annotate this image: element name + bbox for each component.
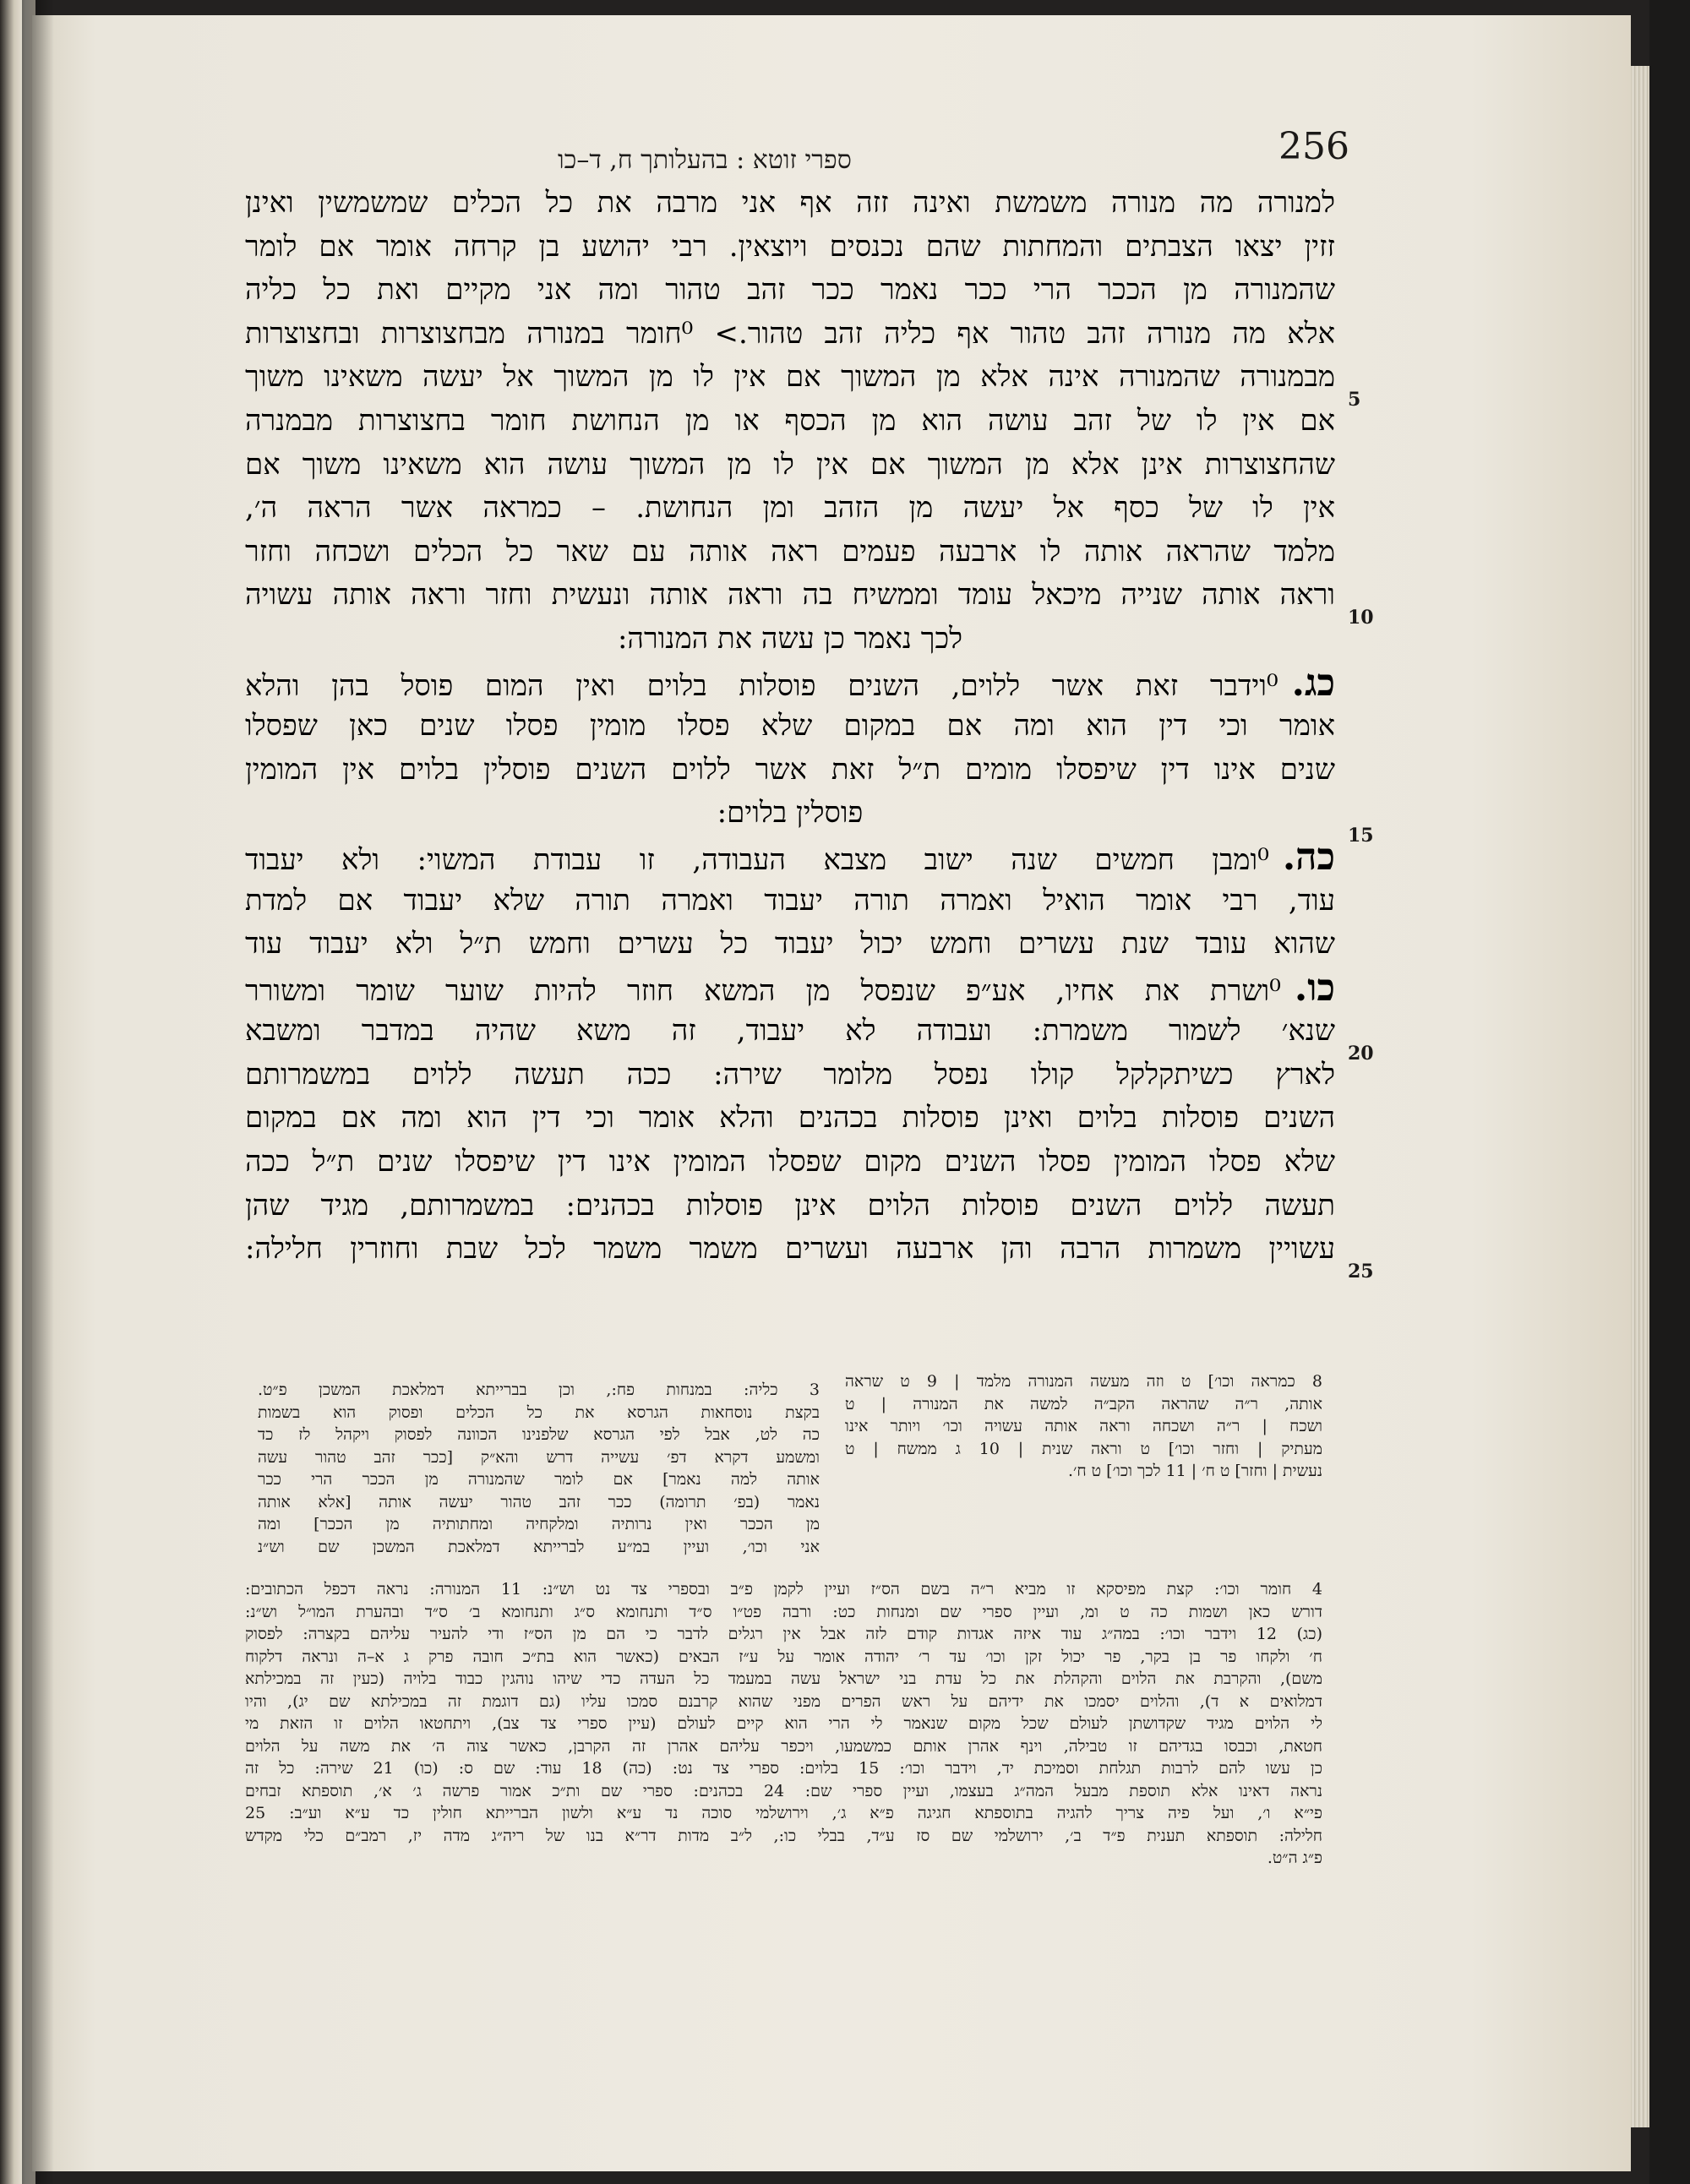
- footnote-line: מן הככר ואין נרותיה ומלקחיה ומחתותיה מן הככר] ומה: [258, 1515, 820, 1533]
- footnote-line: 8 כמראה וכו׳] ט וזה מעשה המנורה מלמד | 9 ט שראה: [845, 1372, 1322, 1391]
- section-line: [245, 967, 1335, 1010]
- footnote-line: אותה, ר״ה שהראה הקב״ה למשה את המנורה | ט: [845, 1394, 1322, 1413]
- text-line: אומר וכי דין הוא ומה אם במקום שלא פסלו מומין פסלו שנים כאן שפסלו: [245, 709, 1335, 743]
- footnote-line: דורש כאן ושמות כה ט ומ, ועיין ספרי שם ומנחות כט: ורבה פט״ו ס״ד ותנחומא ס״ג ותנחומא ב׳ ס״ד ובהערת המו״ל וש״נ:: [245, 1602, 1322, 1621]
- footnote-line: חלילה: תוספתא תענית פ״ד ב׳, ירושלמי שם סז ע״ד, בבלי כו:, ל״ב מדות דר״א בנו של ריה״ג מדה יז, רמב״ם כלי מקדש: [245, 1826, 1322, 1845]
- footnote-line: אני וכו׳, ועיין במ״ע לברייתא דמלאכת המשכן שם וש״נ: [258, 1537, 820, 1556]
- footnote-line: נראה דאינו אלא תוספת מבעל המה״ג בעצמו, ועיין ספרי שם: 24 בכהנים: ספרי שם ות״כ אמור פרשה ג׳ א׳, תוספתא זבחים: [245, 1781, 1322, 1800]
- section-text: ⁰ומבן חמשים שנה ישוב מצבא העבודה, זו עבודת המשוי: ולא יעבוד: [245, 842, 1269, 877]
- section-text: ⁰וידבר זאת אשר ללוים, השנים פוסלות בלוים ואין המום פוסל בהן והלא: [245, 668, 1278, 703]
- section-marker: כה.: [1282, 835, 1335, 879]
- text-line: שהוא עובד שנת עשרים וחמש יכול יעבוד כל עשרים וחמש ת״ל ולא יעבוד עוד: [245, 927, 1335, 961]
- footnote-line: כה לט, אבל לפי הגרסא שלפנינו הכוונה לפסוק ויקהל לז כד: [258, 1425, 820, 1444]
- footnote-line: דמלואים א ד), והלוים יסמכו את ידיהם על ראש הפרים מפני שהוא קרבנם סמכו עליו (גם דוגמת זה במכילתא שם יג), והיו: [245, 1691, 1322, 1711]
- text-line: שהחצוצרות אינן אלא מן המשוך אם אין לו מן המשוך עושה הוא משאינו משוך אם: [245, 447, 1335, 482]
- footnote-line: פ״ג ה״ט.: [1267, 1849, 1322, 1867]
- section-line: [245, 662, 1335, 705]
- text-line: זזין יצאו הצבתים והמחתות שהם נכנסים ויוצאין. רבי יהושע בן קרחה אומר אם לומר: [245, 229, 1335, 264]
- text-line: שנים אינו דין שיפסלו מומים ת״ל זאת אשר ללוים השנים פוסלין בלוים אין המומין: [245, 752, 1335, 787]
- line-number-10: 10: [1348, 607, 1374, 629]
- footnotes-left-column: [258, 1379, 820, 1558]
- text-line: שלא פסלו המומין פסלו השנים מקום שפסלו המומין אינו דין שיפסלו שנים ת״ל ככה: [245, 1145, 1335, 1179]
- section-marker: כג.: [1291, 661, 1335, 705]
- footnote-line: ומשמע דקרא דפ׳ עשייה דרש והא״ק [ככר זהב טהור עשה: [258, 1447, 820, 1467]
- line-number-25: 25: [1348, 1261, 1374, 1283]
- footnote-line: 4 חומר וכו׳: קצת מפיסקא זו מביא ר״ה בשם הס״ז ועיין לקמן פ״ב ובספרי צד נט וש״נ: 11 המנורה: נראה דכפל הכתובים:: [245, 1580, 1322, 1599]
- footnote-line: משם), והקרבת את הלוים והקהלת את כל עדת בני ישראל עשה במעמד כל העדה כדי שיהו נוהגין כבוד בלויה (כעין זה במכילתא: [245, 1669, 1322, 1688]
- section-line: [245, 836, 1335, 880]
- footnote-line: ח׳ ולקחו פר בן בקר, פר יכול זקן וכו׳ עד ר׳ יהודה אומר על ע״ז הבאים (כאשר הוא בת״כ חובה פרק ג א–ה ונראה דלקוח: [245, 1647, 1322, 1666]
- text-line: אין לו של כסף אל יעשה מן הזהב ומן הנחושת. – כמראה אשר הראה ה׳,: [245, 491, 1335, 526]
- book-cover-edge: [1649, 0, 1690, 2184]
- footnote-line: 3 כליה: במנחות פח:, וכן בברייתא דמלאכת המשכן פ״ט.: [258, 1381, 820, 1399]
- text-line: עשויין משמרות הרבה והן ארבעה ועשרים משמר משמר לכל שבת וחוזרין חלילה:: [245, 1232, 1335, 1266]
- text-line-closing: פוסלין בלוים:: [717, 796, 864, 831]
- footnote-line: נעשית | וחזר] ט ח׳ | 11 לכך וכו׳] ט ח׳.: [1067, 1462, 1322, 1480]
- footnote-line: נאמר (בפ׳ תרומה) ככר זהב טהור יעשה אותה [אלא אותה: [258, 1492, 820, 1511]
- footnote-line: לי הלוים מגיד שקדושתן לעולם שכל מקום שנאמר לי הרי הוא קיים לעולם (עיין ספרי צד צב), ויתחטאו הלוים זו הזאת מי: [245, 1714, 1322, 1733]
- line-number-20: 20: [1348, 1043, 1374, 1065]
- footnotes-right-column: [845, 1370, 1322, 1483]
- text-line: מבמנורה שהמנורה אינה אלא מן המשוך אם אין לו מן המשוך אל יעשה משאינו משוך: [245, 360, 1335, 395]
- section-text: ⁰ושרת את אחיו, אע״פ שנפסל מן המשא חוזר להיות שוער שומר ומשורר: [245, 973, 1281, 1008]
- text-line: וראה אותה שנייה מיכאל עומד וממשיח בה וראה אותה ונעשית וחזר וראה אותה עשויה: [245, 578, 1335, 613]
- text-line: לארץ כשיתקלקל קולו נפסל מלומר שירה: ככה תעשה ללוים במשמרותם: [245, 1057, 1335, 1092]
- footnotes-full-width: [245, 1578, 1322, 1870]
- section-marker: כו.: [1294, 966, 1335, 1010]
- text-line-closing: לכך נאמר כן עשה את המנורה:: [617, 621, 963, 656]
- text-line: תעשה ללוים השנים פוסלות הלוים אינן פוסלות בכהנים: במשמרותם, מגיד שהן: [245, 1188, 1335, 1223]
- text-line: השנים פוסלות בלוים ואינן פוסלות בכהנים והלא אומר וכי דין הוא ומה אם במקום: [245, 1101, 1335, 1136]
- page-number: 256: [1278, 125, 1349, 168]
- line-number-15: 15: [1348, 825, 1374, 847]
- footnote-line: ושכח | ר״ה ושכחה וראה אותה עשויה וכו׳ ויותר אינו: [845, 1417, 1322, 1435]
- text-line: למנורה מה מנורה משמשת ואינה זזה אף אני מרבה את כל הכלים שמשמשין ואינן: [245, 186, 1335, 220]
- footnote-line: בקצת נוסחאות הגרסא את כל הכלים ופסוק הוא בשמות: [258, 1402, 820, 1422]
- gutter-shadow: [22, 0, 54, 2184]
- footnote-line: מעתיק | וחזר וכו׳] ט וראה שנית | 10 ג ממשח | ט: [845, 1439, 1322, 1458]
- footnote-line: כן עשו להם לרבות תגלחת וסמיכת יד, וידבר וכו׳: 15 בלוים: ספרי צד נט: (כה) 18 עוד: שם ס: (כו) 21 שירה: כל זה: [245, 1759, 1322, 1778]
- text-line: עוד, רבי אומר הואיל ואמרה תורה יעבוד ואמרה תורה שלא יעבוד אם למדת: [245, 883, 1335, 918]
- main-text: [245, 182, 1335, 1272]
- line-number-5: 5: [1348, 389, 1361, 411]
- footnote-line: פי״א ו׳, ועל פיה צריך להגיה בתוספתא חגיגה פ״א ג׳, וירושלמי סוכה נד ע״א ולשון הברייתא חולין כד ע״א וע״ב: 25: [245, 1804, 1322, 1822]
- text-line: שנא׳ לשמור משמרת: ועבודה לא יעבוד, זה משא שהיה במדבר ומשבא: [245, 1014, 1335, 1048]
- text-line: אם אין לו של זהב עושה הוא מן הכסף או מן הנחושת חומר בחצוצרות מבמנרה: [245, 403, 1335, 438]
- footnote-line: חטאת, וכבסו בגדיהם זו טבילה, וינף אהרן אותם כמשמעו, ויכפר עליהם אהרן זה הקרבן, כאשר צוה ה׳ את משה על הלוים: [245, 1736, 1322, 1756]
- footnote-line: (כג) 12 וידבר וכו׳: במה״ג עוד איזה אגדות קודם לזה אבל אין רגלים לדבר כי הם מן הס״ז ודי להעיר עליהם בקצרה: לפסוק: [245, 1625, 1322, 1643]
- text-line: שהמנורה מן הככר הרי ככר נאמר ככר זהב טהור ומה אני מקיים ואת כל כליה: [245, 273, 1335, 308]
- text-line: מלמד שהראה אותה לו ארבעה פעמים ראה אותה עם שאר כל הכלים ושכחה וחזר: [245, 534, 1335, 569]
- footnote-line: אותה למה נאמר] אם לומר שהמנורה מן הככר הרי ככר: [258, 1470, 820, 1489]
- text-line: אלא מה מנורה זהב טהור אף כליה זהב טהור.> ⁰חומר במנורה מבחצוצרות ובחצוצרות: [245, 316, 1335, 351]
- running-head: ספרי זוטא : בהעלותך ח, ד–כו: [558, 145, 852, 175]
